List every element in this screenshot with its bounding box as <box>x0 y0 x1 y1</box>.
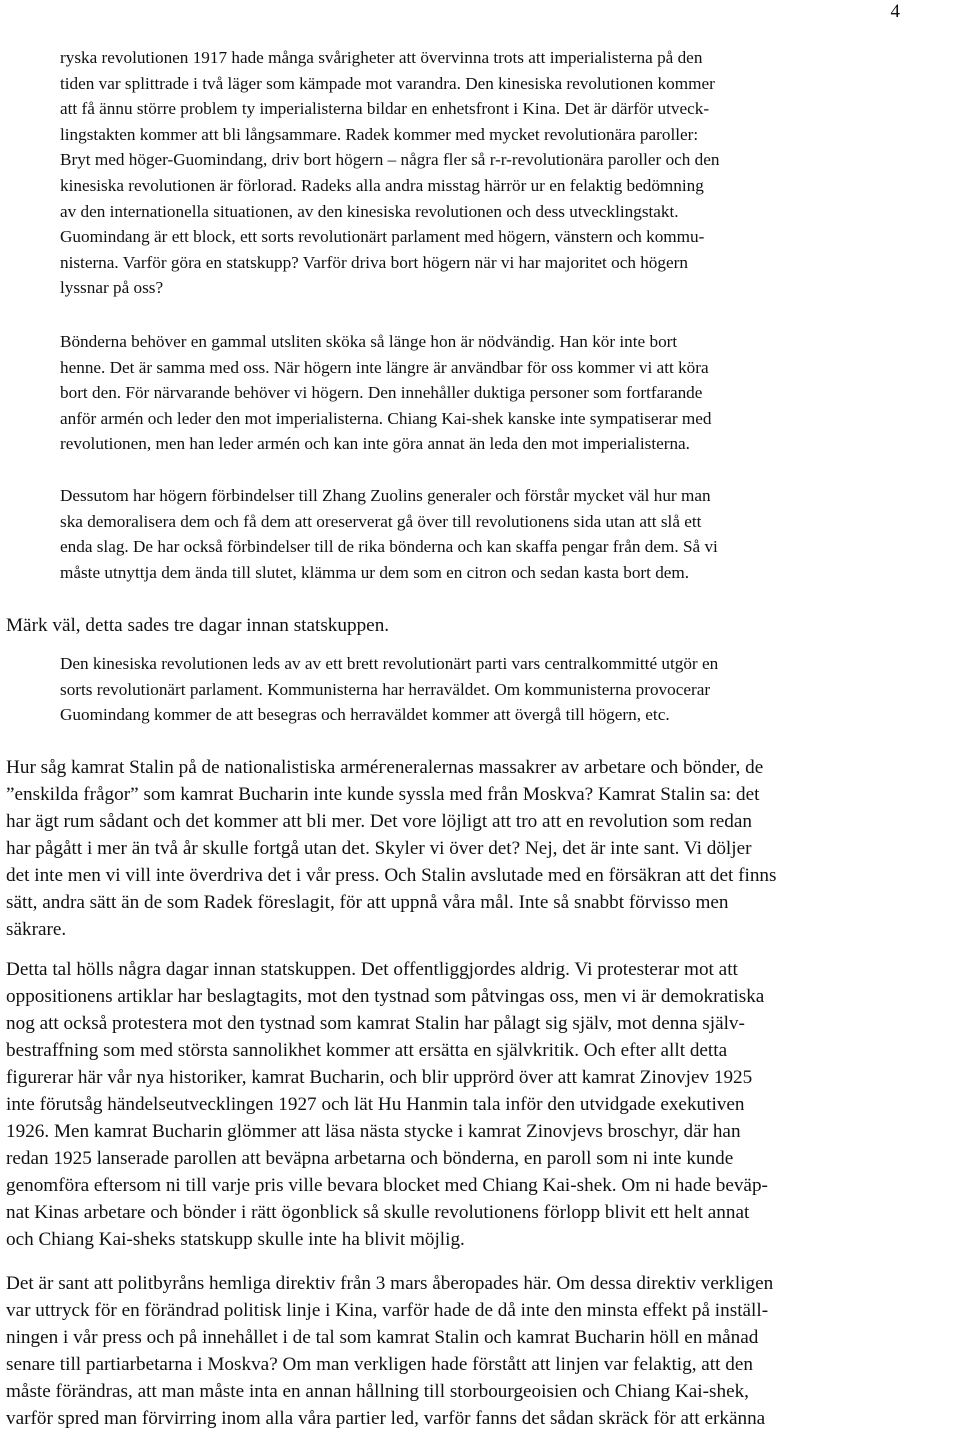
quote-paragraph: Bönderna behöver en gammal utsliten sköka så länge hon är nödvändig. Han kör inte bort henne. Det är samma med oss. När högern inte längre är användbar för oss kommer vi att köra bort den. För närvarande behöver vi högern. Den innehåller duktiga personer som fortfarande anför armén och leder den mot imperialisterna. Chiang Kai-shek kanske inte sympatiserar med revolutionen, men han leder armén och kan inte göra annat än leda den mot imperialisterna. <box>60 332 712 454</box>
quote-paragraph: Den kinesiska revolutionen leds av av ett brett revolutionärt parti vars centralkommitté utgör en sorts revolutionärt parlament. Kommunisterna har herraväldet. Om kommunisterna provocerar Guomindang kommer de att besegras och herraväldet kommer att övergå till högern, etc. <box>60 654 719 725</box>
body-paragraph: Hur såg kamrat Stalin på de nationalistiska arméгeneralernas massakrer av arbetare och bönder, de ”enskilda frågor” som kamrat Bucharin inte kunde syssla med från Moskva? Kamrat Stalin sa: det har ägt rum sådant och det kommer att bli mer. Det vore löjligt att tro att en revolution som redan har pågått i mer än två år skulle fortgå utan det. Skyler vi över det? Nej, det är inte sant. Vi döljer det inte men vi vill inte överdriva det i vår press. Och Stalin avslutade med en försäkran att det finns sätt, andra sätt än de som Radek föreslagit, för att uppnå våra mål. Inte så snabbt förvisso men säkrare. <box>6 757 777 940</box>
quote-paragraph: ryska revolutionen 1917 hade många svårigheter att övervinna trots att imperialisterna på den tiden var splittrade i två läger som kämpade mot varandra. Den kinesiska revolutionen kommer att få ännu större problem ty imperialisterna bildar en enhetsfront i Kina. Det är därför utveck- lingstakten kommer att bli långsammare. Radek kommer med mycket revolutionära paroller: Bryt med höger-Guomindang, driv bort högern – några fler så r-r-revolutionära paroller och den kinesiska revolutionen är förlorad. Radeks alla andra misstag härrör ur en felaktig bedömning av den internationella situationen, av den kinesiska revolutionen och dess utvecklingstakt. Guomindang är ett block, ett sorts revolutionärt parlament med högern, vänstern och kommu- nisterna. Varför göra en statskupp? Varför driva bort högern när vi har majoritet och högern lyssnar på oss? <box>60 48 720 298</box>
quote-paragraph: Dessutom har högern förbindelser till Zhang Zuolins generaler och förstår mycket väl hur man ska demoralisera dem och få dem att oreserverat gå över till revolutionens sida utan att slå ett enda slag. De har också förbindelser till de rika bönderna och kan skaffa pengar från dem. Så vi måste utnyttja dem ända till slutet, klämma ur dem som en citron och sedan kasta bort dem. <box>60 486 718 582</box>
page-number: 4 <box>890 1 900 22</box>
note-paragraph: Märk väl, detta sades tre dagar innan statskuppen. <box>6 615 390 636</box>
body-paragraph: Detta tal hölls några dagar innan statskuppen. Det offentliggjordes aldrig. Vi protesterar mot att oppositionens artiklar har beslagtagits, mot den tystnad som påtvingas oss, men vi är demokratiska nog att också protestera mot den tystnad som kamrat Stalin har pålagt sig själv, mot denna själv- bestraffning som med största sannolikhet kommer att ersätta en självkritik. Och efter allt detta figurerar här vår nya historiker, kamrat Bucharin, och blir upprörd över att kamrat Zinovjev 1925 inte förutsåg händelseutvecklingen 1927 och lät Hu Hanmin tala inför den utvidgade exekutiven 1926. Men kamrat Bucharin glömmer att läsa nästa stycke i kamrat Zinovjevs broschyr, där han redan 1925 lanserade parollen att beväpna arbetarna och bönderna, en paroll som ni inte kunde genomföra eftersom ni till varje pris ville bevara blocket med Chiang Kai-shek. Om ni hade beväp- nat Kinas arbetare och bönder i rätt ögonblick så skulle revolutionens förlopp blivit ett helt annat och Chiang Kai-sheks statskupp skulle inte ha blivit möjlig. <box>6 959 768 1250</box>
body-paragraph: Det är sant att politbyråns hemliga direktiv från 3 mars åberopades här. Om dessa direktiv verkligen var uttryck för en förändrad politisk linje i Kina, varför hade de då inte den minsta effekt på inställ- ningen i vår press och på innehållet i de tal som kamrat Stalin och kamrat Bucharin höll en månad senare till partiarbetarna i Moskva? Om man verkligen hade förstått att linjen var felaktig, att den måste förändras, att man måste inta en annan hållning till storbourgeoisien och Chiang Kai-shek, varför spred man förvirring inom alla våra partier led, varför fanns det sådan skräck för att erkänna <box>6 1273 774 1429</box>
